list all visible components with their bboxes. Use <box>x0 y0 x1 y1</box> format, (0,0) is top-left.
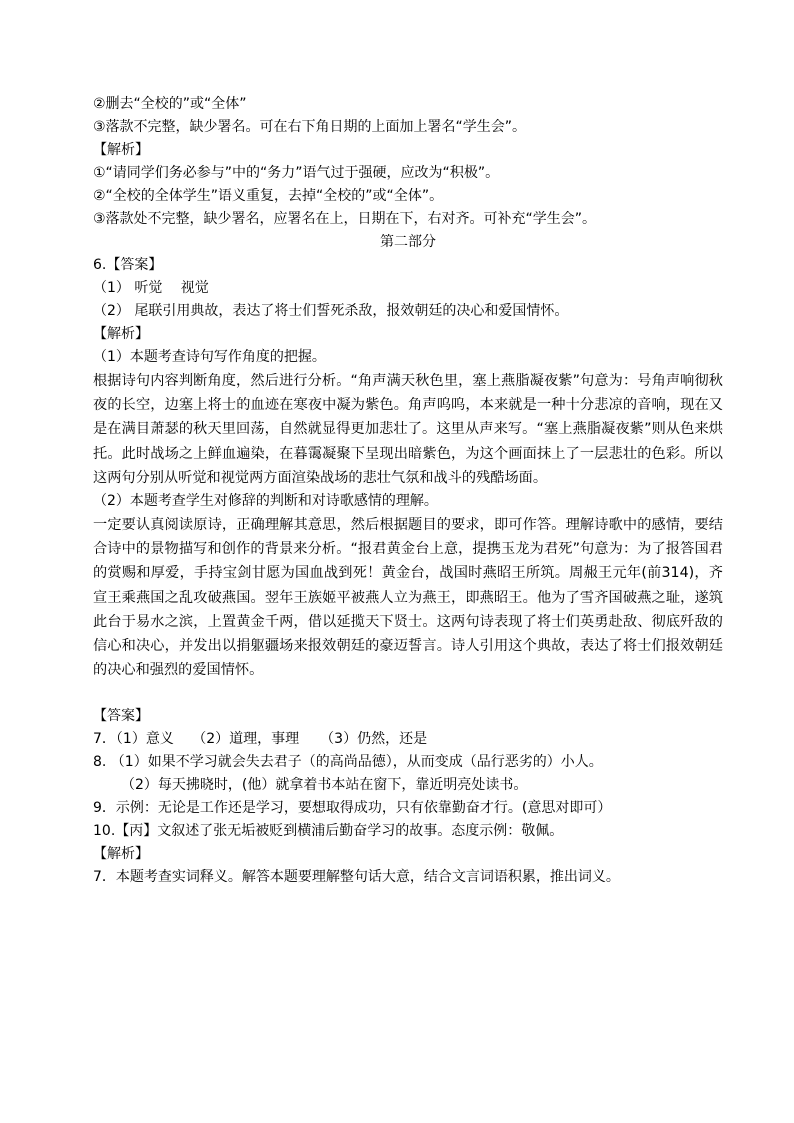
q9-answer: 9．示例：无论是工作还是学习，要想取得成功，只有依靠勤奋才行。(意思对即可） <box>93 800 612 817</box>
q6-analysis-heading: 【解析】 <box>93 326 149 342</box>
q6-part2-heading: （2）本题考查学生对修辞的判断和对诗歌感情的理解。 <box>93 493 438 510</box>
q6-part1-heading: （1）本题考查诗句写作角度的把握。 <box>93 349 326 365</box>
line-missing-signature: ③落款不完整，缺少署名。可在右下角日期的上面加上署名“学生会”。 <box>93 119 527 135</box>
q6-part1-body: 根据诗句内容判断角度，然后进行分析。“角声满天秋色里，塞上燕脂凝夜紫”句意为：号角声响彻秋夜的长空，边塞上将士的血迹在寒夜中凝为紫色。角声呜呜，本来就是一种十分悲凉的音响，现在又是在满目萧瑟的秋天里回荡，自然就显得更加悲壮了。这里从声来写。“塞上燕脂凝夜紫”则从色来烘托。此时战场之上鲜血遍染，在暮霭凝聚下呈现出暗紫色，为这个画面抹上了一层悲壮的色彩。所以这两句分别从听觉和视觉两方面渲染战场的悲壮气氛和战斗的残酷场面。 <box>93 373 723 486</box>
q7-analysis: 7．本题考查实词释义。解答本题要理解整句话大意，结合文言词语积累，推出词义。 <box>93 869 620 886</box>
q6-answer-heading: 6.【答案】 <box>93 257 163 273</box>
q8-answer-2: （2）每天拂晓时，(他）就拿着书本站在窗下，靠近明亮处读书。 <box>121 777 528 794</box>
analysis-item-1: ①“请同学们务必参与”中的“务力”语气过于强硬，应改为“积极”。 <box>93 165 500 181</box>
q6-part2-body: 一定要认真阅读原诗，正确理解其意思，然后根据题目的要求，即可作答。理解诗歌中的感情，要结合诗中的景物描写和创作的背景来分析。“报君黄金台上意，提携玉龙为君死”句意为：为了报答国君的赏赐和厚爱，手持宝剑甘愿为国血战到死！黄金台，战国时燕昭王所筑。周赧王元年(前314)，齐宣王乘燕国之乱攻破燕国。翌年王族姬平被燕人立为燕王，即燕昭王。他为了雪齐国破燕之耻，遂筑此台于易水之滨，上置黄金千两，借以延揽天下贤士。这两句诗表现了将士们英勇赴敌、彻底歼敌的信心和决心，并发出以捐躯疆场来报效朝廷的豪迈誓言。诗人引用这个典故，表达了将士们报效朝廷的决心和强烈的爱国情怀。 <box>93 517 723 679</box>
section-title: 第二部分 <box>380 234 436 250</box>
analysis-heading: 【解析】 <box>93 142 149 158</box>
q6-answer-1: （1） 听觉 视觉 <box>93 280 209 296</box>
line-delete-words: ②删去“全校的”或“全体” <box>93 96 247 112</box>
q8-answer-1: 8. （1）如果不学习就会失去君子（的高尚品德），从而变成（品行恶劣的）小人。 <box>93 754 603 771</box>
document-page <box>93 93 723 889</box>
spacer <box>93 682 723 705</box>
q6-answer-2: （2） 尾联引用典故，表达了将士们誓死杀敌，报效朝廷的决心和爱国情怀。 <box>93 303 569 319</box>
analysis-item-2: ②“全校的全体学生”语义重复，去掉“全校的”或“全体”。 <box>93 188 444 204</box>
q7-10-analysis-heading: 【解析】 <box>93 846 149 863</box>
q10-answer: 10.【丙】文叙述了张无垢被贬到横浦后勤奋学习的故事。态度示例：敬佩。 <box>93 823 564 840</box>
analysis-item-3: ③落款处不完整，缺少署名，应署名在上，日期在下，右对齐。可补充“学生会”。 <box>93 211 597 227</box>
q7-answer: 7．（1）意义 （2）道理，事理 （3）仍然，还是 <box>93 731 428 748</box>
q7-10-answer-heading: 【答案】 <box>93 708 149 725</box>
